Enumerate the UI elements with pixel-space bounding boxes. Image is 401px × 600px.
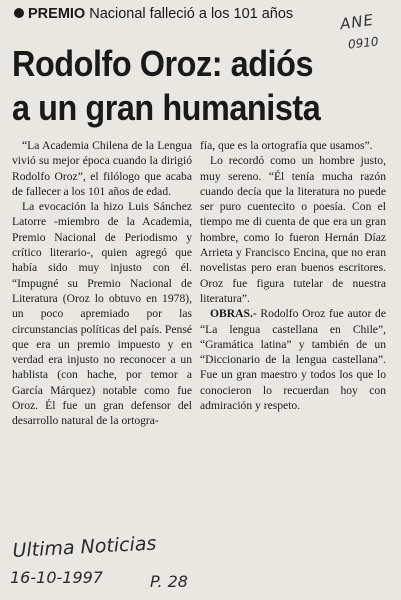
headline [12, 42, 352, 130]
paragraph: Lo recordó como un hombre justo, muy sereno. “Él tenía mucha razón cuando decía que la literatura no puede ser puro cuentecito o poesía. Con el tiempo me di cuenta de que era un gran hombre, como lo fueron Hernán Díaz Arrieta y Francisco Encina, que no eran novelistas pero eran buenos escritores. Oroz fue figura tutelar de nuestra literatura”. [200, 154, 386, 305]
kicker-label: PREMIO [28, 6, 86, 22]
handwritten-source: Ultima Noticias [12, 532, 157, 562]
archive-code: 0910 [347, 34, 380, 52]
paragraph-text: Rodolfo Oroz fue autor de “La lengua castellana en Chile”, “Gramática latina” y también de un “Diccionario de la lengua castellana”. Fue un gran maestro y todos los que lo conocieron lo recuerdan hoy con admiración y respeto. [200, 307, 386, 413]
bullet-icon [14, 8, 24, 18]
headline-line-1: Rodolfo Oroz: adiós [12, 43, 314, 84]
section-lead: OBRAS.- [210, 307, 257, 321]
handwritten-page: P. 28 [150, 572, 188, 591]
archive-mark: ANE [338, 10, 376, 34]
paragraph: “La Academia Chilena de la Lengua vivió su mejor época cuando la dirigió Rodolfo Oroz”, el filólogo que acaba de fallecer a los 101 años de edad. [12, 139, 192, 198]
paragraph: La evocación la hizo Luis Sánchez Latorre -miembro de la Academia, Premio Nacional de Periodismo y crítico literario-, quien agregó que había sido muy injusto con él. “Impugné su Premio Nacional de Literatura (Oroz lo obtuvo en 1978), un poco apremiado por las circunstancias políticas del país. Pensé que era un premio impuesto y en verdad era injusto no reconocer a un hablista (con hache, por temor a García Márquez) notable como fue Oroz. Él fue un gran defensor del desarrollo natural de la ortogra- [12, 200, 192, 428]
paragraph: fía, que es la ortografía que usamos”. [200, 139, 373, 152]
kicker [14, 5, 344, 23]
kicker-text: Nacional falleció a los 101 años [89, 6, 294, 22]
article-column-right [200, 138, 386, 413]
headline-line-2: a un gran humanista [12, 87, 321, 128]
handwritten-date: 16-10-1997 [10, 568, 103, 587]
article-column-left [12, 138, 192, 429]
paragraph [200, 306, 386, 413]
